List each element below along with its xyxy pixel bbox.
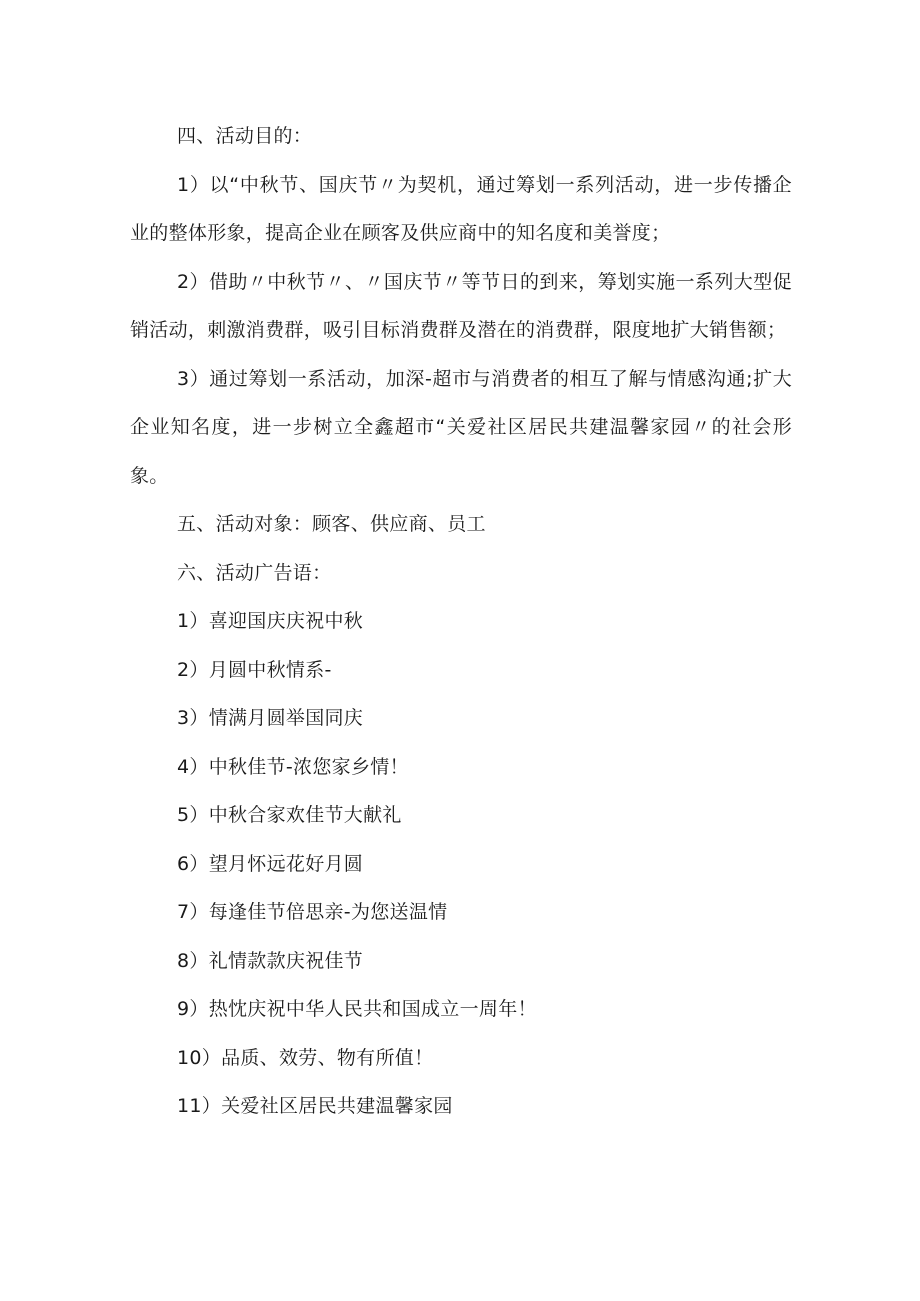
objective-item-1: 1）以“中秋节、国庆节〃为契机，通过筹划一系列活动，进一步传播企业的整体形象，提高企业在顾客及供应商中的知名度和美誉度；	[130, 173, 792, 244]
slogan-item-7: 7）每逢佳节倍思亲-为您送温情	[177, 901, 448, 923]
slogan-item-10: 10）品质、效劳、物有所值！	[177, 1046, 434, 1069]
slogan-item-8: 8）礼情款款庆祝佳节	[177, 949, 364, 972]
objective-item-3: 3）通过筹划一系活动，加深-超市与消费者的相互了解与情感沟通;扩大企业知名度，进一步树立全鑫超市“关爱社区居民共建温馨家园〃的社会形象。	[130, 367, 792, 487]
section-heading-slogans: 六、活动广告语：	[177, 561, 332, 584]
section-heading-objectives: 四、活动目的：	[177, 125, 313, 147]
section-heading-audience: 五、活动对象：顾客、供应商、员工	[177, 513, 486, 535]
slogan-item-5: 5）中秋合家欢佳节大献礼	[177, 804, 402, 826]
slogan-item-2: 2）月圆中秋情系-	[177, 658, 332, 681]
slogan-item-6: 6）望月怀远花好月圆	[177, 852, 364, 875]
slogan-item-9: 9）热忱庆祝中华人民共和国成立一周年！	[177, 998, 537, 1020]
objective-item-2: 2）借助〃中秋节〃、〃国庆节〃等节日的到来，筹划实施一系列大型促销活动，刺激消费群，吸引目标消费群及潜在的消费群，限度地扩大销售额；	[130, 270, 792, 341]
slogan-item-11: 11）关爱社区居民共建温馨家园	[177, 1095, 453, 1117]
document-page	[130, 112, 792, 1131]
slogan-item-4: 4）中秋佳节-浓您家乡情！	[177, 755, 409, 778]
slogan-item-1: 1）喜迎国庆庆祝中秋	[177, 610, 364, 632]
slogan-item-3: 3）情满月圆举国同庆	[177, 707, 364, 729]
